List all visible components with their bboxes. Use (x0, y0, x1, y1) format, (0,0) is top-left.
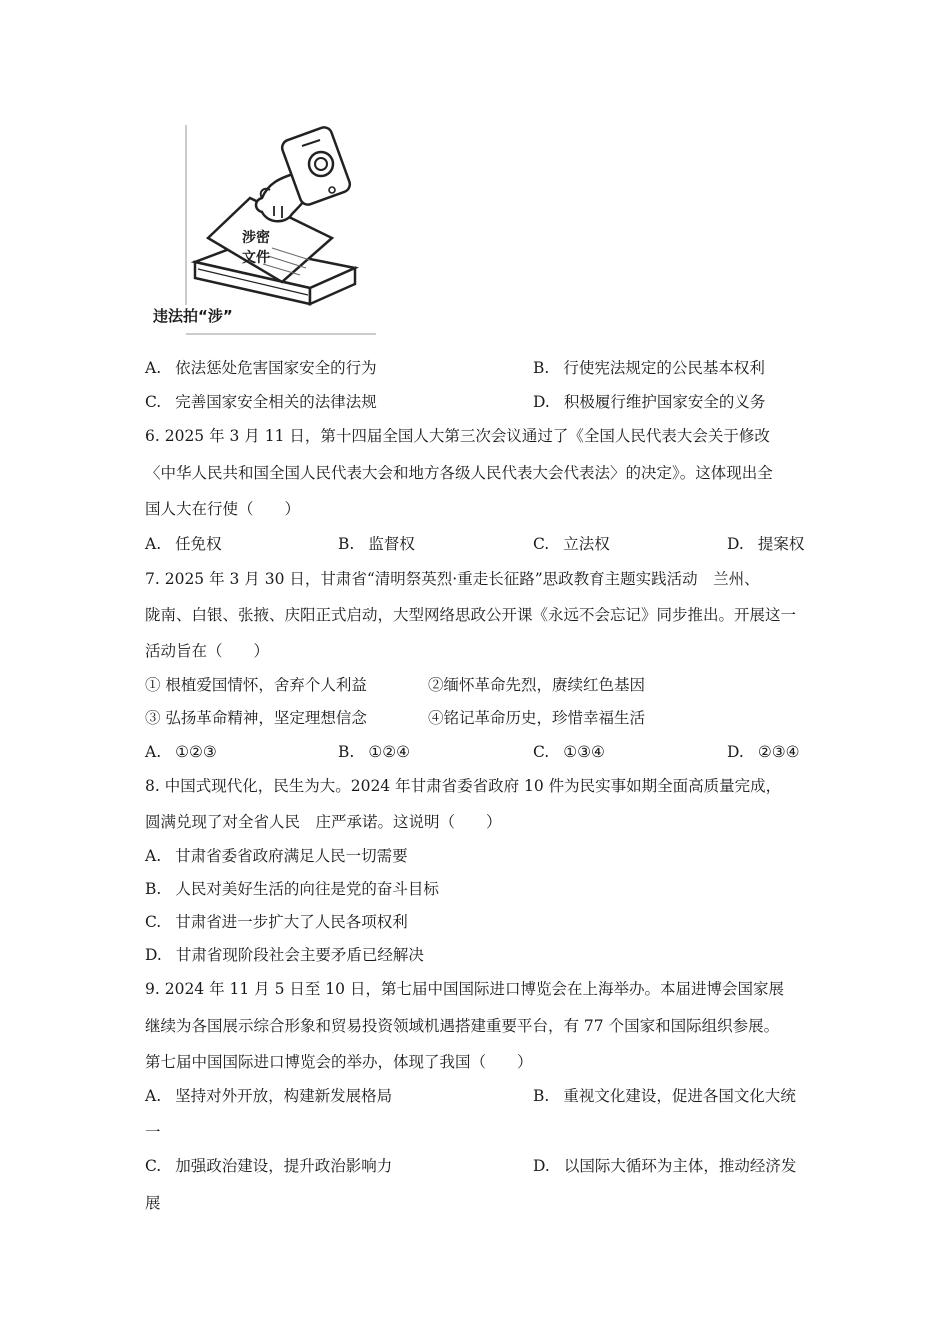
q7-stem-line2: 陇南、白银、张掖、庆阳正式启动，大型网络思政公开课《永远不会忘记》同步推出。开展这一 (145, 606, 797, 624)
q9-option-d (533, 1156, 796, 1176)
q9-option-c (145, 1156, 392, 1176)
option-text: ①②③ (175, 743, 217, 761)
document-label (242, 228, 270, 268)
document-label-line1: 涉密 (242, 230, 270, 246)
q6-stem-line3: 国人大在行使（ ） (145, 500, 301, 518)
q6-option-a (145, 534, 222, 554)
q7-stem-line1: 7. 2025 年 3 月 30 日，甘肃省“清明祭英烈·重走长征路”思政教育主题实践活动 兰州、 (145, 570, 760, 588)
option-label: D. (533, 393, 550, 411)
option-text: 完善国家安全相关的法律法规 (175, 393, 377, 411)
option-text: 甘肃省现阶段社会主要矛盾已经解决 (175, 946, 424, 964)
q7-option-d (727, 742, 800, 762)
option-label: A. (145, 847, 162, 865)
option-text: 任免权 (175, 535, 222, 553)
option-text: 依法惩处危害国家安全的行为 (175, 359, 377, 377)
q7-item-4: ④铭记革命历史，珍惜幸福生活 (428, 709, 646, 727)
option-text: 重视文化建设，促进各国文化大统 (563, 1087, 796, 1105)
q7-stem-line3: 活动旨在（ ） (145, 642, 270, 660)
option-text: ①③④ (563, 743, 605, 761)
option-label: B. (533, 1087, 550, 1105)
option-label: B. (533, 359, 550, 377)
q6-option-c (533, 534, 610, 554)
option-label: D. (145, 946, 162, 964)
q8-option-a (145, 846, 408, 866)
figure-caption: 违法拍“涉” (153, 307, 233, 325)
q7-item-3: ③ 弘扬革命精神，坚定理想信念 (145, 709, 367, 727)
option-text: 甘肃省进一步扩大了人民各项权利 (175, 913, 408, 931)
q9-stem-line3: 第七届中国国际进口博览会的举办，体现了我国（ ） (145, 1053, 533, 1071)
option-text: ②③④ (757, 743, 800, 761)
option-label: D. (727, 535, 744, 553)
option-label: D. (727, 743, 744, 761)
q5-option-a (145, 358, 377, 378)
option-text: 坚持对外开放，构建新发展格局 (175, 1087, 393, 1105)
q9-option-a (145, 1086, 392, 1106)
option-label: B. (338, 535, 355, 553)
option-text: 行使宪法规定的公民基本权利 (563, 359, 765, 377)
option-label: C. (145, 1157, 162, 1175)
q6-option-d (727, 534, 804, 554)
option-label: C. (533, 535, 550, 553)
q6-option-b (338, 534, 415, 554)
option-label: B. (338, 743, 355, 761)
option-label: A. (145, 359, 162, 377)
q8-option-d (145, 945, 424, 965)
option-text: 甘肃省委省政府满足人民一切需要 (175, 847, 408, 865)
option-text: 积极履行维护国家安全的义务 (563, 393, 766, 411)
q8-option-b (145, 879, 439, 899)
option-text: 以国际大循环为主体，推动经济发 (563, 1157, 797, 1175)
option-label: A. (145, 1087, 162, 1105)
option-text: 加强政治建设，提升政治影响力 (175, 1157, 393, 1175)
option-text: 立法权 (563, 535, 610, 553)
document-label-line2: 文件 (242, 250, 270, 266)
q5-option-d (533, 392, 765, 412)
q7-item-1: ① 根植爱国情怀，舍弃个人利益 (145, 676, 367, 694)
q8-stem-line1: 8. 中国式现代化，民生为大。2024 年甘肃省委省政府 10 件为民实事如期全面高质量完成， (145, 777, 782, 795)
option-text: 人民对美好生活的向往是党的奋斗目标 (175, 880, 439, 898)
option-label: D. (533, 1157, 550, 1175)
q9-stem-line1: 9. 2024 年 11 月 5 日至 10 日，第七届中国国际进口博览会在上海举办。本届进博会国家展 (145, 980, 784, 998)
q7-option-a (145, 742, 217, 762)
option-label: C. (145, 913, 162, 931)
q8-stem-line2: 圆满兑现了对全省人民 庄严承诺。这说明（ ） (145, 813, 502, 831)
q7-option-b (338, 742, 410, 762)
q9-option-b-wrap: 一 (145, 1123, 161, 1141)
q7-option-c (533, 742, 605, 762)
option-label: C. (533, 743, 550, 761)
option-text: 提案权 (757, 535, 805, 553)
option-text: 监督权 (368, 535, 415, 553)
option-label: A. (145, 743, 162, 761)
q9-stem-line2: 继续为各国展示综合形象和贸易投资领域机遇搭建重要平台，有 77 个国家和国际组织参展。 (145, 1017, 780, 1035)
q5-option-c (145, 392, 377, 412)
q9-option-d-wrap: 展 (145, 1194, 161, 1212)
q6-stem-line1: 6. 2025 年 3 月 11 日，第十四届全国人大第三次会议通过了《全国人民代表大会关于修改 (145, 427, 770, 445)
q7-item-2: ②缅怀革命先烈，赓续红色基因 (428, 676, 646, 694)
q6-stem-line2: 〈中华人民共和国全国人民代表大会和地方各级人民代表大会代表法〉的决定》。这体现出全 (145, 464, 773, 482)
option-label: C. (145, 393, 162, 411)
q9-option-b (533, 1086, 796, 1106)
option-label: B. (145, 880, 162, 898)
option-text: ①②④ (368, 743, 411, 761)
option-label: A. (145, 535, 162, 553)
q5-option-b (533, 358, 765, 378)
q8-option-c (145, 912, 408, 932)
